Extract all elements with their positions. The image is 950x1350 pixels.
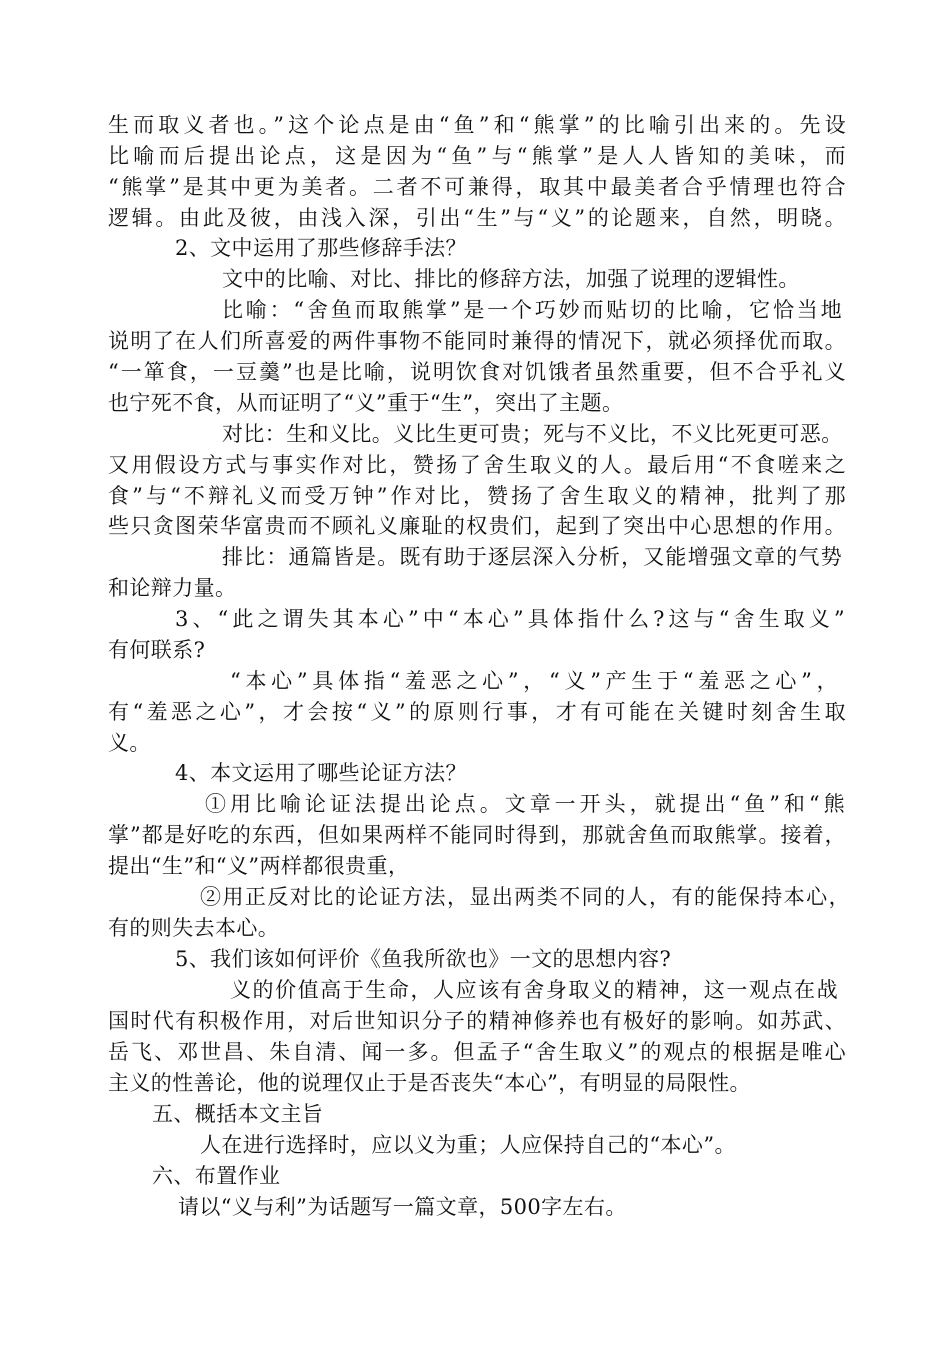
question-heading-5: 5、我们该如何评价《鱼我所欲也》一文的思想内容?	[175, 947, 672, 971]
paragraph-line: 排比：通篇皆是。既有助于逐层深入分析，又能增强文章的气势	[222, 545, 842, 569]
paragraph-line: 义。	[108, 731, 151, 755]
paragraph-line: 些只贪图荣华富贵而不顾礼义廉耻的权贵们，起到了突出中心思想的作用。	[108, 514, 846, 538]
paragraph-line: 生而取义者也。”这个论点是由“鱼”和“熊掌”的比喻引出来的。先设	[108, 113, 846, 137]
paragraph-line: 主义的性善论，他的说理仅止于是否丧失“本心”，有明显的局限性。	[108, 1071, 751, 1095]
paragraph-line: 也宁死不食，从而证明了“义”重于“生”，突出了主题。	[108, 391, 624, 415]
paragraph-line: “本心”具体指“羞恶之心”，“义”产生于“羞恶之心”，	[230, 669, 838, 693]
paragraph-line: 比喻：“舍鱼而取熊掌”是一个巧妙而贴切的比喻，它恰当地	[222, 298, 842, 322]
paragraph-line: 文中的比喻、对比、排比的修辞方法，加强了说理的逻辑性。	[222, 267, 800, 291]
question-heading-4: 4、本文运用了哪些论证方法？	[175, 761, 467, 785]
paragraph-line: 提出“生”和“义”两样都很贵重，	[108, 854, 410, 878]
paragraph-line: 有的则失去本心。	[108, 916, 280, 940]
paragraph-line: 请以“义与利”为话题写一篇文章，500字左右。	[178, 1195, 627, 1219]
paragraph-line: 又用假设方式与事实作对比，赞扬了舍生取义的人。最后用“不食嗟来之	[108, 453, 846, 477]
question-heading-2: 2、文中运用了那些修辞手法？	[175, 236, 467, 260]
paragraph-line: ②用正反对比的论证方法，显出两类不同的人，有的能保持本心，	[200, 885, 850, 909]
paragraph-line: “熊掌”是其中更为美者。二者不可兼得，取其中最美者合乎情理也符合	[108, 175, 846, 199]
paragraph-line: 人在进行选择时，应以义为重；人应保持自己的“本心”。	[200, 1133, 736, 1157]
paragraph-line: 国时代有积极作用，对后世知识分子的精神修养也有极好的影响。如苏武、	[108, 1009, 846, 1033]
paragraph-line: “一箪食，一豆羹”也是比喻，说明饮食对饥饿者虽然重要，但不合乎礼义	[108, 360, 846, 384]
paragraph-line: 掌”都是好吃的东西，但如果两样不能同时得到，那就舍鱼而取熊掌。接着，	[108, 823, 846, 847]
section-heading-6: 六、布置作业	[152, 1164, 281, 1188]
question-heading-3: 3、“此之谓失其本心”中“本心”具体指什么?这与“舍生取义”	[175, 607, 845, 631]
paragraph-line: 说明了在人们所喜爱的两件事物不能同时兼得的情况下，就必须择优而取。	[108, 329, 846, 353]
paragraph-line: 食”与“不辩礼义而受万钟”作对比，赞扬了舍生取义的精神，批判了那	[108, 484, 846, 508]
paragraph-line: 和论辩力量。	[108, 576, 237, 600]
paragraph-line: 义的价值高于生命，人应该有舍身取义的精神，这一观点在战	[230, 978, 838, 1002]
paragraph-line: 有“羞恶之心”，才会按“义”的原则行事，才有可能在关键时刻舍生取	[108, 700, 846, 724]
section-heading-5: 五、概括本文主旨	[152, 1102, 324, 1126]
paragraph-line: ①用比喻论证法提出论点。文章一开头，就提出“鱼”和“熊	[205, 792, 845, 816]
paragraph-line: 有何联系?	[108, 638, 206, 662]
paragraph-line: 逻辑。由此及彼，由浅入深，引出“生”与“义”的论题来，自然，明晓。	[108, 206, 846, 230]
paragraph-line: 比喻而后提出论点，这是因为“鱼”与“熊掌”是人人皆知的美味，而	[108, 144, 846, 168]
paragraph-line: 对比：生和义比。义比生更可贵；死与不义比，不义比死更可恶。	[222, 422, 843, 446]
paragraph-line: 岳飞、邓世昌、朱自清、闻一多。但孟子“舍生取义”的观点的根据是唯心	[108, 1040, 846, 1064]
